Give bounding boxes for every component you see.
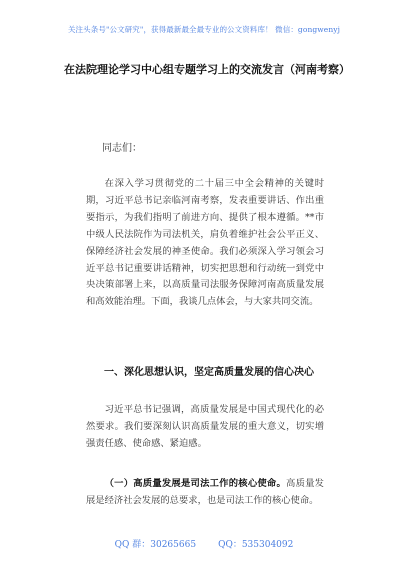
subsection-body: 高质量发展是经济社会发展的总要求，也是司法工作的核心使命。	[86, 478, 324, 506]
header-banner: 关注头条号"公文研究"，获得最新最全最专业的公文资料库！ 微信：gongwenyj	[67, 25, 341, 34]
footer-qq-group: QQ 群：30265665	[114, 540, 197, 550]
section-heading: 一、深化思想认识，坚定高质量发展的信心决心	[104, 367, 314, 378]
footer	[0, 537, 408, 550]
body-paragraph: 习近平总书记强调，高质量发展是中国式现代化的必然要求。我们要深刻认识高质量发展的重大意义，切实增强责任感、使命感、紧迫感。	[86, 404, 324, 449]
subsection-lead: （一）高质量发展是司法工作的核心使命。	[104, 478, 287, 489]
salutation: 同志们：	[102, 143, 142, 154]
document-title: 在法院理论学习中心组专题学习上的交流发言（河南考察）	[64, 63, 350, 76]
body-paragraph	[86, 476, 324, 510]
body-paragraph: 在深入学习贯彻党的二十届三中全会精神的关键时期，习近平总书记亲临河南考察，发表重要讲话、作出重要指示，为我们指明了前进方向、提供了根本遵循。**市中级人民法院作为司法机关，肩负着维护社会公平正义、保障经济社会发展的神圣使命。我们必须深入学习领会习近平总书记重要讲话精神，切实把思想和行动统一到党中央决策部署上来，以高质量司法服务保障河南高质量发展和高效能治理。下面，我谈几点体会，与大家共同交流。	[86, 178, 324, 308]
footer-qq: QQ：535304092	[218, 540, 294, 550]
